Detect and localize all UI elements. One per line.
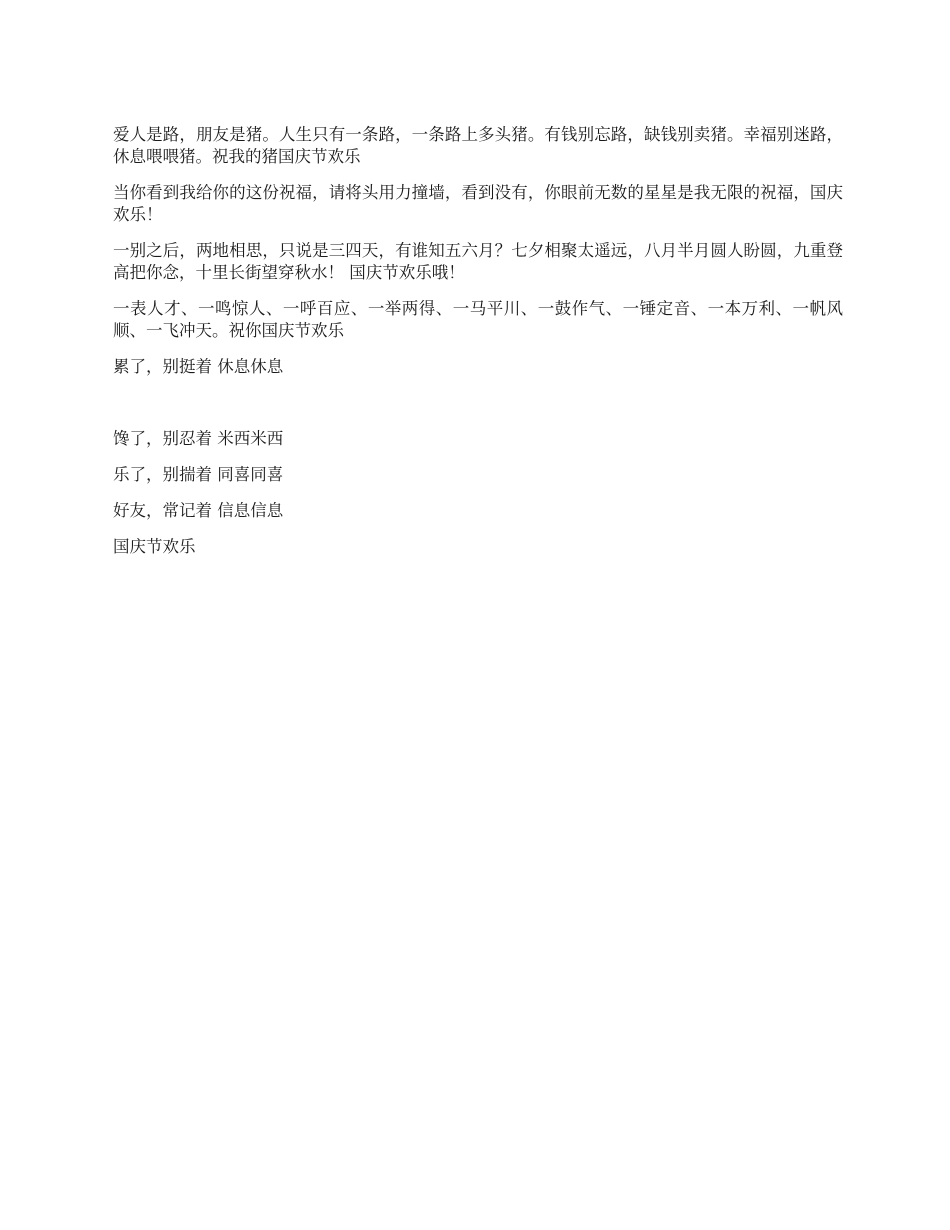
- paragraph-7: 乐了，别揣着 同喜同喜: [113, 465, 284, 484]
- paragraph-5: 累了，别挺着 休息休息: [113, 357, 284, 376]
- paragraph-6: 馋了，别忍着 米西米西: [113, 429, 284, 448]
- paragraph-4: 一表人才、一鸣惊人、一呼百应、一举两得、一马平川、一鼓作气、一锤定音、一本万利、一帆风顺、一飞冲天。祝你国庆节欢乐: [113, 299, 843, 340]
- paragraph-1: 爱人是路，朋友是猪。人生只有一条路，一条路上多头猪。有钱别忘路，缺钱别卖猪。幸福别迷路，休息喂喂猪。祝我的猪国庆节欢乐: [113, 125, 843, 166]
- document-body: [113, 124, 843, 572]
- paragraph-9: 国庆节欢乐: [113, 537, 196, 556]
- paragraph-2: 当你看到我给你的这份祝福，请将头用力撞墙，看到没有，你眼前无数的星星是我无限的祝福，国庆欢乐！: [113, 183, 843, 224]
- paragraph-8: 好友，常记着 信息信息: [113, 501, 284, 520]
- paragraph-3: 一别之后，两地相思，只说是三四天，有谁知五六月？七夕相聚太遥远，八月半月圆人盼圆，九重登高把你念，十里长街望穿秋水！ 国庆节欢乐哦！: [113, 241, 843, 282]
- blank-line: [113, 392, 843, 428]
